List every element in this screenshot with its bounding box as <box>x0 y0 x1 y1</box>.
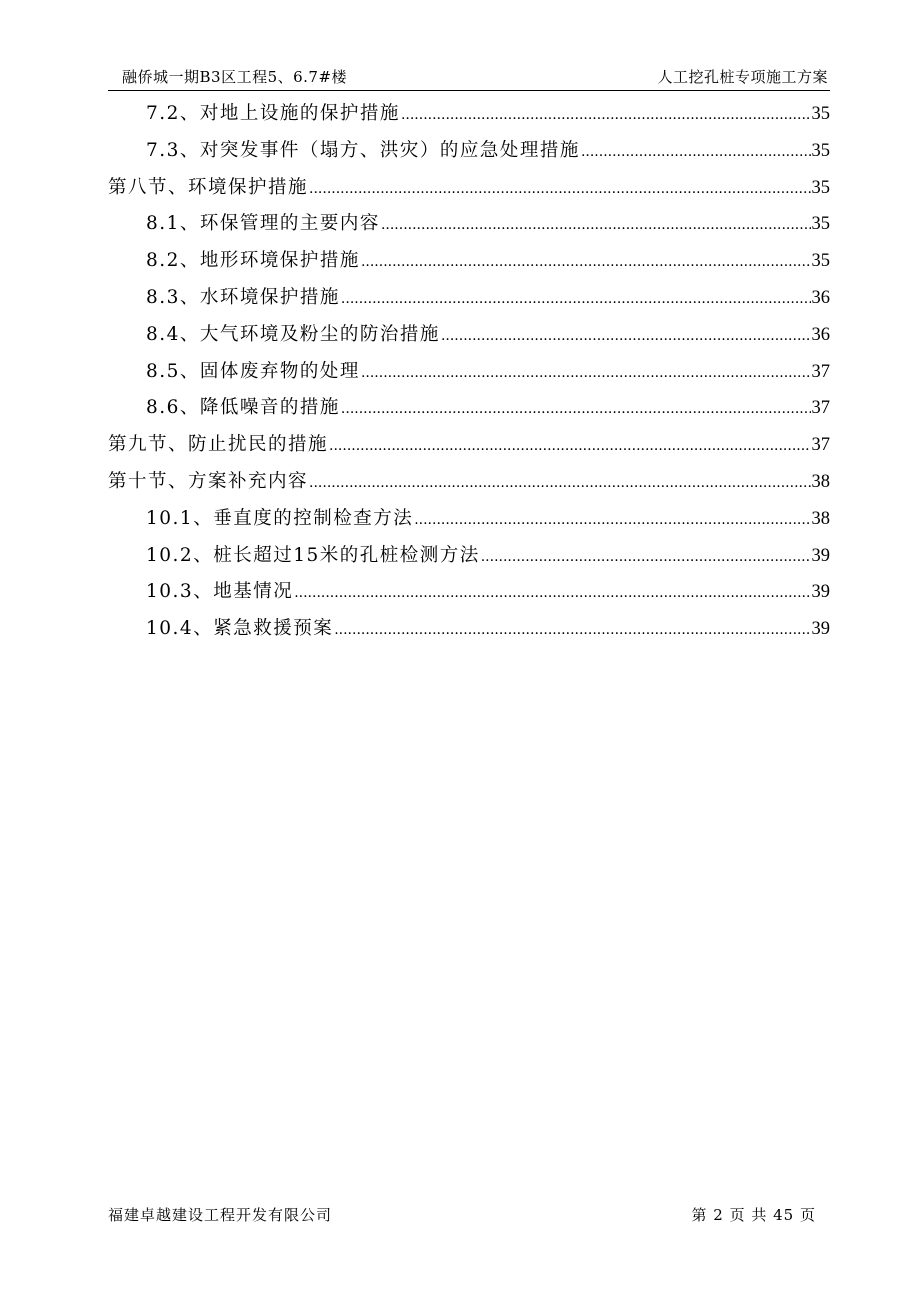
page-header <box>108 62 830 91</box>
toc-entry-page: 38 <box>811 471 830 492</box>
toc-entry-label: 10.3、地基情况 <box>146 581 294 603</box>
toc-entry[interactable] <box>108 280 830 317</box>
toc-entry-page: 39 <box>811 619 830 640</box>
toc-dot-leader <box>361 355 811 392</box>
toc-entry-label: 第十节、方案补充内容 <box>108 470 309 492</box>
toc-dot-leader <box>414 502 810 539</box>
header-document-title: 人工挖孔桩专项施工方案 <box>657 68 828 86</box>
toc-entry-label: 第九节、防止扰民的措施 <box>108 434 329 456</box>
toc-entry-label: 8.6、降低噪音的措施 <box>146 397 340 419</box>
toc-dot-leader <box>401 97 811 134</box>
toc-entry[interactable] <box>108 317 830 354</box>
toc-entry-label: 8.2、地形环境保护措施 <box>146 250 360 272</box>
toc-dot-leader <box>309 465 810 502</box>
toc-dot-leader <box>329 428 810 465</box>
toc-dot-leader <box>581 134 811 171</box>
table-of-contents <box>108 96 830 648</box>
toc-entry-label: 10.2、桩长超过15米的孔桩检测方法 <box>146 544 480 566</box>
toc-entry-page: 37 <box>811 435 830 456</box>
toc-dot-leader <box>341 281 811 318</box>
toc-entry[interactable] <box>108 464 830 501</box>
toc-dot-leader <box>294 575 810 612</box>
toc-entry-label: 8.4、大气环境及粉尘的防治措施 <box>146 323 440 345</box>
toc-dot-leader <box>361 244 811 281</box>
toc-dot-leader <box>381 207 811 244</box>
footer-company-name: 福建卓越建设工程开发有限公司 <box>108 1206 333 1224</box>
toc-entry-page: 37 <box>811 361 830 382</box>
toc-entry[interactable] <box>108 538 830 575</box>
toc-entry-page: 36 <box>811 324 830 345</box>
toc-entry-label: 8.1、环保管理的主要内容 <box>146 213 380 235</box>
toc-entry-label: 第八节、环境保护措施 <box>108 176 309 198</box>
toc-entry-page: 35 <box>811 104 830 124</box>
header-project-name: 融侨城一期B3区工程5、6.7#楼 <box>122 68 348 86</box>
toc-entry[interactable] <box>108 96 830 133</box>
toc-entry-page: 35 <box>811 140 830 161</box>
toc-entry-label: 8.3、水环境保护措施 <box>146 286 340 308</box>
toc-entry[interactable] <box>108 206 830 243</box>
toc-entry[interactable] <box>108 243 830 280</box>
toc-dot-leader <box>309 171 810 208</box>
toc-entry[interactable] <box>108 427 830 464</box>
toc-entry[interactable] <box>108 354 830 391</box>
toc-entry-label: 7.2、对地上设施的保护措施 <box>146 103 400 124</box>
toc-entry-page: 39 <box>811 545 830 566</box>
toc-dot-leader <box>441 318 811 355</box>
toc-dot-leader <box>341 391 811 428</box>
toc-entry-page: 35 <box>811 177 830 198</box>
toc-entry-page: 38 <box>811 508 830 529</box>
toc-entry[interactable] <box>108 170 830 207</box>
toc-entry-page: 35 <box>811 251 830 272</box>
toc-dot-leader <box>334 612 810 649</box>
toc-entry-label: 10.4、紧急救援预案 <box>146 618 334 640</box>
toc-entry[interactable] <box>108 574 830 611</box>
toc-entry[interactable] <box>108 611 830 648</box>
toc-entry-label: 10.1、垂直度的控制检查方法 <box>146 507 414 529</box>
footer-page-number: 第 2 页 共 45 页 <box>691 1206 816 1224</box>
toc-entry[interactable] <box>108 390 830 427</box>
toc-entry[interactable] <box>108 501 830 538</box>
toc-dot-leader <box>481 539 811 576</box>
toc-entry-page: 36 <box>811 287 830 308</box>
toc-entry-page: 37 <box>811 398 830 419</box>
toc-entry-label: 7.3、对突发事件（塌方、洪灾）的应急处理措施 <box>146 139 580 161</box>
toc-entry-label: 8.5、固体废弃物的处理 <box>146 360 360 382</box>
toc-entry-page: 35 <box>811 214 830 235</box>
toc-entry[interactable] <box>108 133 830 170</box>
toc-entry-page: 39 <box>811 582 830 603</box>
